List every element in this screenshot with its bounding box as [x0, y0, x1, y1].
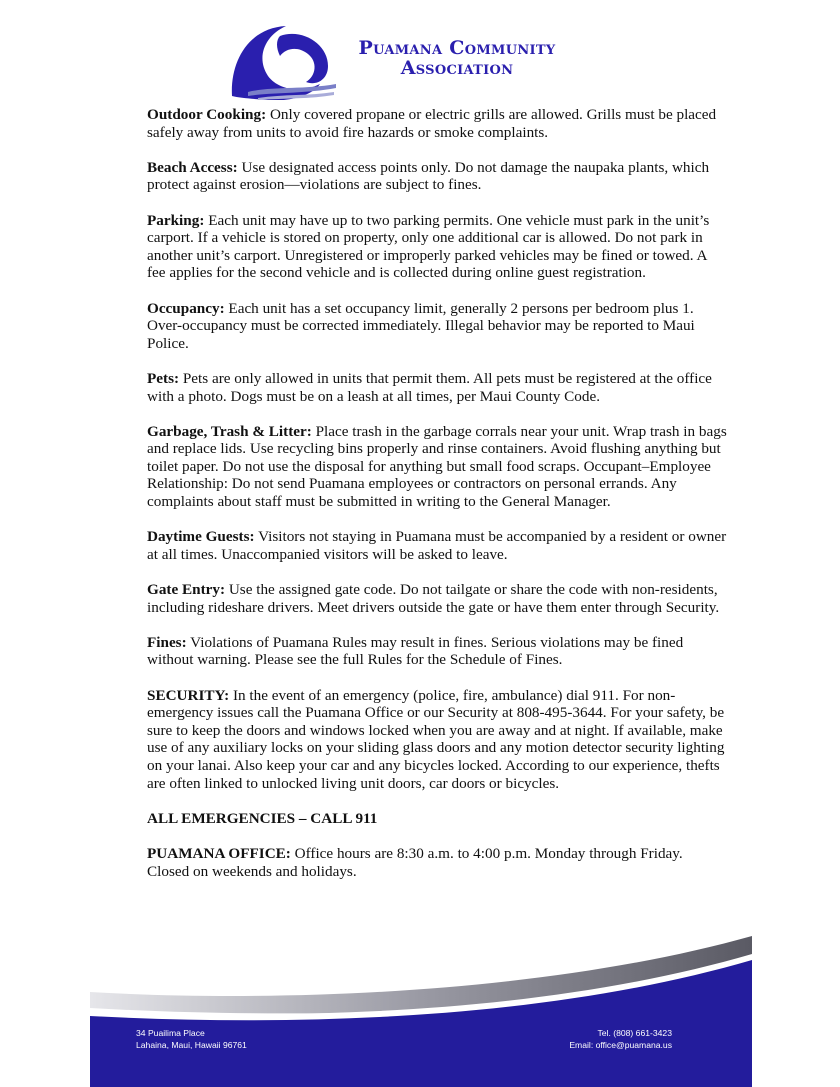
rule-heading: Garbage, Trash & Litter: [147, 422, 312, 440]
rule-heading: Daytime Guests: [147, 528, 255, 546]
address-line-2: Lahaina, Maui, Hawaii 96761 [136, 1040, 247, 1050]
rule-parking [147, 212, 727, 282]
rule-heading: Beach Access: [147, 158, 238, 176]
rule-garbage [147, 423, 727, 511]
rule-text: Visitors not staying in Puamana must be accompanied by a resident or owner at all times. Unaccompanied visitors will be asked to leave. [147, 528, 727, 563]
rule-occupancy [147, 300, 727, 353]
rule-text: Violations of Puamana Rules may result in fines. Serious violations may be fined without warning. Please see the full Rules for the Schedule of Fines. [147, 633, 684, 669]
footer-email: Email: office@puamana.us [569, 1040, 672, 1050]
rule-heading: Parking: [147, 211, 205, 229]
org-name-line-2: Association [400, 57, 514, 79]
rule-text: Each unit has a set occupancy limit, generally 2 persons per bedroom plus 1. Over-occupancy must be corrected immediately. Illegal behavior may be reported to Maui Police. [147, 299, 695, 352]
rule-heading: Fines: [147, 633, 187, 651]
organization-name [332, 38, 582, 78]
emergency-notice [147, 810, 727, 828]
rule-text: Use designated access points only. Do not damage the naupaka plants, which protect against erosion—violations are subject to fines. [147, 158, 710, 194]
rule-heading: ALL EMERGENCIES – CALL 911 [147, 809, 378, 827]
rule-pets [147, 370, 727, 405]
footer-wave-graphic [0, 930, 840, 1087]
rules-body [147, 106, 727, 898]
rule-security [147, 687, 727, 793]
rule-outdoor-cooking [147, 106, 727, 141]
footer-address [136, 1027, 247, 1051]
office-hours [147, 845, 727, 880]
address-line-1: 34 Puailima Place [136, 1028, 205, 1038]
rule-heading: Outdoor Cooking: [147, 106, 267, 123]
org-name-line-1: Puamana Community [358, 37, 556, 59]
rule-heading: SECURITY: [147, 686, 230, 704]
rule-text: Only covered propane or electric grills are allowed. Grills must be placed safely away from units to avoid fire hazards or smoke complaints. [147, 106, 717, 141]
rule-text: Use the assigned gate code. Do not tailgate or share the code with non-residents, including rideshare drivers. Meet drivers outside the gate or have them enter through Security. [147, 581, 720, 616]
letterhead [0, 0, 840, 105]
rule-gate-entry [147, 581, 727, 616]
letterhead-footer [0, 930, 840, 1087]
rule-fines [147, 634, 727, 669]
rule-text: Office hours are 8:30 a.m. to 4:00 p.m. Monday through Friday. Closed on weekends and holidays. [147, 844, 683, 880]
footer-contact [569, 1027, 672, 1051]
rule-text: Place trash in the garbage corrals near your unit. Wrap trash in bags and replace lids. Use recycling bins properly and rinse containers. Avoid flushing anything but toilet paper. Do not use the disposal for anything but small food scraps. Occupant–Employee Relationship: Do not send Puamana employees or contractors on personal errands. Any complaints about staff must be submitted in writing to the General Manager. [147, 422, 727, 511]
rule-daytime-guests [147, 528, 727, 563]
rule-beach-access [147, 159, 727, 194]
rule-text: Pets are only allowed in units that permit them. All pets must be registered at the office with a photo. Dogs must be on a leash at all times, per Maui County Code. [147, 369, 712, 405]
rule-text: Each unit may have up to two parking permits. One vehicle must park in the unit’s carport. If a vehicle is stored on property, only one additional car is allowed. Do not park in another unit’s carport. Unregistered or improperly parked vehicles may be fined or towed. A fee applies for the second vehicle and is collected during online guest registration. [147, 211, 710, 282]
rule-heading: Gate Entry: [147, 581, 226, 599]
rule-text: In the event of an emergency (police, fire, ambulance) dial 911. For non-emergency issues call the Puamana Office or our Security at 808-495-3644. For your safety, be sure to keep the doors and windows locked when you are away and at night. If available, make use of any auxiliary locks on your sliding glass doors and any motion detector security lighting on your lanai. Also keep your car and any bicycles locked. According to our experience, thefts are often linked to unlocked living unit doors, car doors or bicycles. [147, 686, 725, 792]
rule-heading: PUAMANA OFFICE: [147, 844, 291, 862]
footer-phone: Tel. (808) 661-3423 [597, 1028, 672, 1038]
wave-logo-icon [228, 22, 340, 100]
rule-heading: Occupancy: [147, 299, 225, 317]
rule-heading: Pets: [147, 369, 180, 387]
